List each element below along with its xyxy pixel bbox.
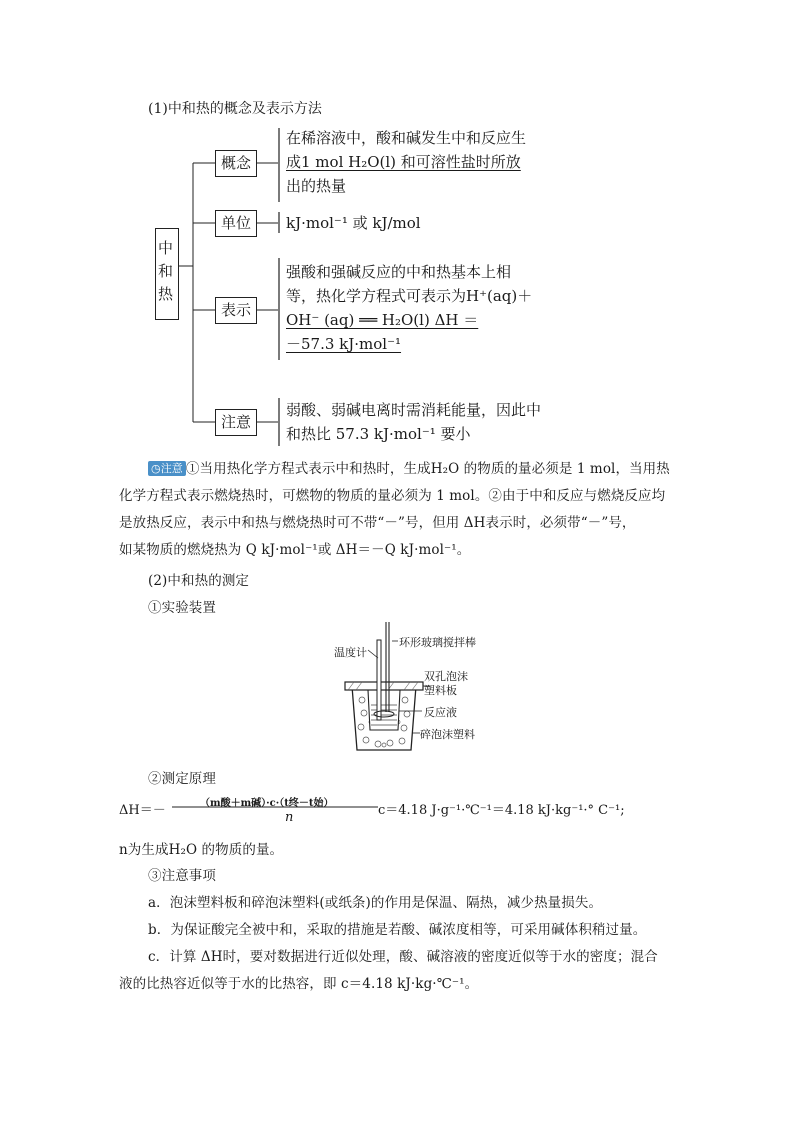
note-badge: ◷注意 <box>148 461 186 476</box>
expression-line-2: 等，热化学方程式可表示为H⁺(aq)＋ <box>286 287 533 305</box>
n-definition: n为生成H₂O 的物质的量。 <box>119 842 284 858</box>
label-thermometer: 温度计 <box>334 646 367 659</box>
section2-title: (2)中和热的测定 <box>148 573 250 589</box>
label-stirrer: 环形玻璃搅拌棒 <box>399 636 476 649</box>
principle-subtitle: ②测定原理 <box>148 771 216 787</box>
section1-title: (1)中和热的概念及表示方法 <box>148 101 322 117</box>
unit-line-1: kJ·mol⁻¹ 或 kJ/mol <box>286 214 421 232</box>
label-foam: 碎泡沫塑料 <box>420 728 475 741</box>
expression-line-1: 强酸和强碱反应的中和热基本上相 <box>286 263 512 281</box>
concept-line-1: 在稀溶液中，酸和碱发生中和反应生 <box>286 129 527 147</box>
formula-rhs: c＝4.18 J·g⁻¹·℃⁻¹＝4.18 kJ·kg⁻¹·° C⁻¹; <box>378 803 625 818</box>
expression-line-4: －57.3 kJ·mol⁻¹ <box>286 335 402 353</box>
concept-line-2: 成1 mol H₂O(l) 和可溶性盐时所放 <box>286 153 521 171</box>
branch-label-expression: 表示 <box>220 301 251 319</box>
formula-numerator: （m酸＋m碱）·c·（t终－t始） <box>200 798 334 809</box>
branch-label-note: 注意 <box>220 413 251 431</box>
precaution-b: b．为保证酸完全被中和，采取的措施是若酸、碱浓度相等，可采用碱体积稍过量。 <box>148 922 647 938</box>
note-line-3: 是放热反应，表示中和热与燃烧热时可不带“－”号，但用 ΔH表示时，必须带“－”号， <box>119 515 636 531</box>
formula-lhs: ΔH＝－ <box>119 803 166 818</box>
precaution-c-line-2: 液的比热容近似等于水的比热容，即 c＝4.18 kJ·kg·℃⁻¹。 <box>119 976 479 992</box>
branch-label-concept: 概念 <box>220 154 251 172</box>
branch-label-unit: 单位 <box>220 214 251 232</box>
expression-line-3: OH⁻ (aq) ══ H₂O(l) ΔH ＝ <box>286 311 479 329</box>
precaution-c-line-1: c．计算 ΔH时，要对数据进行近似处理，酸、碱溶液的密度近似等于水的密度；混合 <box>148 949 658 965</box>
precaution-a: a．泡沫塑料板和碎泡沫塑料(或纸条)的作用是保温、隔热，减少热量损失。 <box>148 895 603 911</box>
note-branch-line-2: 和热比 57.3 kJ·mol⁻¹ 要小 <box>286 425 471 443</box>
formula-denominator: n <box>285 810 294 825</box>
apparatus-subtitle: ①实验装置 <box>148 600 216 616</box>
note-line-4: 如某物质的燃烧热为 Q kJ·mol⁻¹或 ΔH＝－Q kJ·mol⁻¹。 <box>119 542 471 558</box>
precautions-subtitle: ③注意事项 <box>148 868 216 884</box>
note-text-1: ①当用热化学方程式表示中和热时，生成H₂O 的物质的量必须是 1 mol，当用热 <box>185 461 670 477</box>
label-liquid: 反应液 <box>424 706 457 719</box>
note-line-2: 化学方程式表示燃烧热时，可燃物的物质的量必须为 1 mol。②由于中和反应与燃烧反应均 <box>119 488 666 504</box>
root-label: 中和热 <box>156 239 174 309</box>
note-branch-line-1: 弱酸、弱碱电离时需消耗能量，因此中 <box>286 401 542 419</box>
label-board-2: 塑料板 <box>424 684 457 697</box>
concept-line-3: 出的热量 <box>286 177 347 195</box>
label-board-1: 双孔泡沫 <box>424 670 468 683</box>
